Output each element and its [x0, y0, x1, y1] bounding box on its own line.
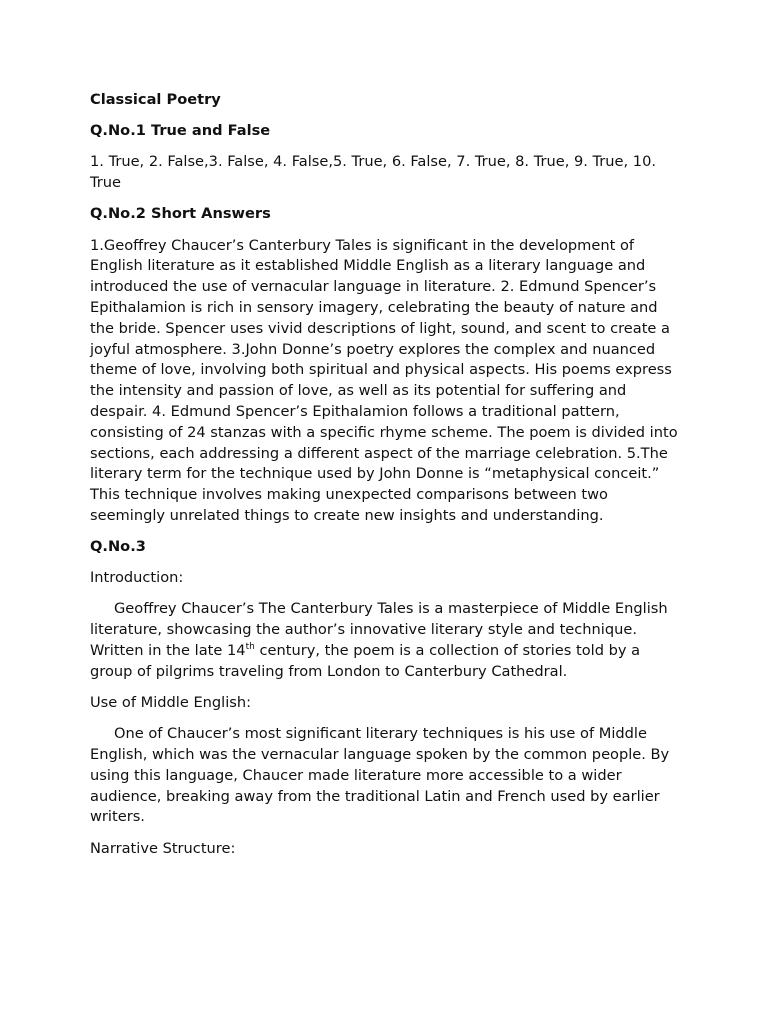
q1-heading: Q.No.1 True and False [90, 122, 271, 140]
q2-answers: 1.Geoffrey Chaucer’s Canterbury Tales is significant in the development of English literature as it established Middle English as a literary language and introduced the use of vernacular language in literature. 2. Edmund Spencer’s Epithalamion is rich in sensory imagery, celebrating the beauty of nature and the bride. Spencer uses vivid descriptions of light, sound, and scent to create a joyful atmosphere. 3.John Donne’s poetry explores the complex and nuanced theme of love, involving both spiritual and physical aspects. His poems express the intensity and passion of love, as well as its potential for suffering and despair. 4. Edmund Spencer’s Epithalamion follows a traditional pattern, consisting of 24 stanzas with a specific rhyme scheme. The poem is divided into sections, each addressing a different aspect of the marriage celebration. 5.The literary term for the technique used by John Donne is “metaphysical conceit.” This technique involves making unexpected comparisons between two seemingly unrelated things to create new insights and understanding. [90, 236, 678, 524]
ordinal-suffix: th [245, 642, 255, 653]
document-title: Classical Poetry [90, 91, 221, 108]
q2-heading: Q.No.2 Short Answers [90, 205, 271, 223]
middle-english-label: Use of Middle English: [90, 694, 252, 712]
introduction-text-part2: century, the poem is a collection of stories told by a group of pilgrims traveling from London to Canterbury Cathedral. [90, 642, 641, 680]
introduction-label: Introduction: [90, 569, 184, 587]
introduction-text-part1: Geoffrey Chaucer’s The Canterbury Tales is a masterpiece of Middle English literature, showcasing the author’s innovative literary style and technique. Written in the late 14 [90, 600, 668, 660]
introduction-paragraph [90, 599, 680, 682]
middle-english-paragraph: One of Chaucer’s most significant literary techniques is his use of Middle English, which was the vernacular language spoken by the common people. By using this language, Chaucer made literature more accessible to a wider audience, breaking away from the traditional Latin and French used by earlier writers. [90, 725, 670, 826]
q3-heading: Q.No.3 [90, 538, 146, 556]
q1-answers: 1. True, 2. False,3. False, 4. False,5. True, 6. False, 7. True, 8. True, 9. True, 10. True [90, 153, 657, 192]
document-page [90, 90, 680, 870]
narrative-structure-label: Narrative Structure: [90, 839, 236, 857]
